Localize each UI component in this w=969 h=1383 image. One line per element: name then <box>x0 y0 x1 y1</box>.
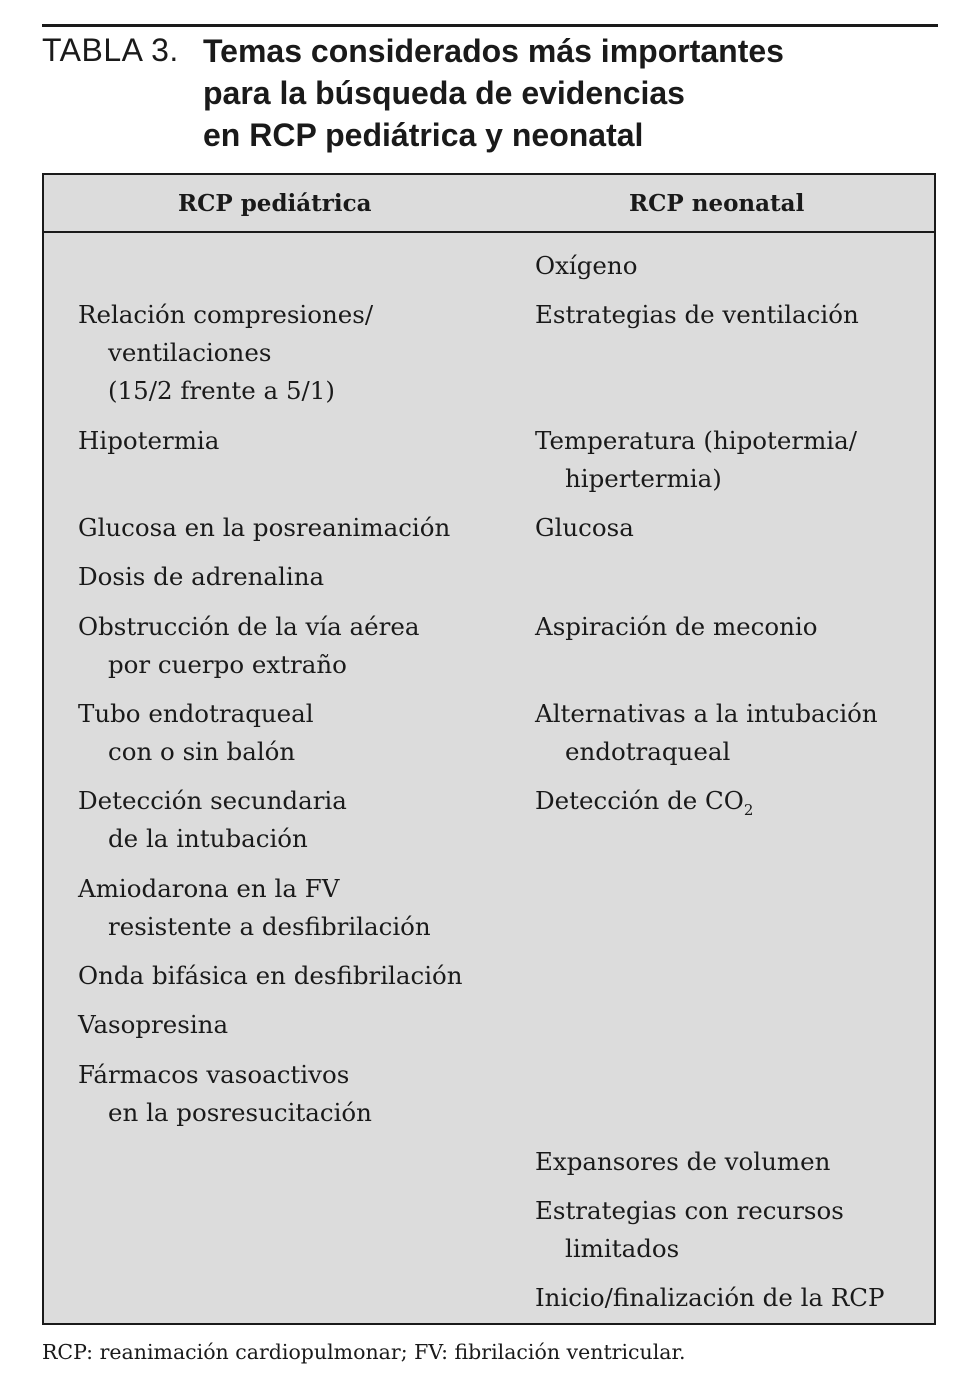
cell-line: ventilaciones <box>108 338 272 367</box>
cell-line: Glucosa <box>535 513 634 542</box>
cell-neonatal <box>535 509 634 547</box>
cell-pediatric <box>78 695 314 771</box>
cell-pediatric <box>78 608 419 684</box>
co2-text: Detección de CO <box>535 786 744 815</box>
top-rule <box>42 24 938 27</box>
cell-neonatal <box>535 247 637 285</box>
cell-line: Fármacos vasoactivos <box>78 1060 350 1089</box>
cell-pediatric <box>78 782 347 858</box>
cell-line: Onda bifásica en desfibrilación <box>78 961 463 990</box>
cell-line: Obstrucción de la vía aérea <box>78 612 420 641</box>
cell-line: Amiodarona en la FV <box>78 874 340 903</box>
cell-pediatric <box>78 870 431 946</box>
cell-line: por cuerpo extraño <box>108 650 347 679</box>
cell-neonatal <box>535 782 753 820</box>
cell-neonatal <box>535 1279 885 1317</box>
cell-line: Tubo endotraqueal <box>78 699 314 728</box>
cell-line: limitados <box>565 1234 680 1263</box>
cell-pediatric <box>78 957 463 995</box>
table-footnote: RCP: reanimación cardiopulmonar; FV: fibrilación ventricular. <box>42 1340 686 1364</box>
cell-pediatric <box>78 1056 372 1132</box>
cell-line: Temperatura (hipotermia/ <box>535 426 857 455</box>
cell-pediatric <box>78 296 373 410</box>
cell-line: Glucosa en la posreanimación <box>78 513 451 542</box>
cell-line: en la posresucitación <box>108 1098 372 1127</box>
cell-neonatal <box>535 296 859 334</box>
cell-line: endotraqueal <box>565 737 731 766</box>
cell-line: Oxígeno <box>535 251 638 280</box>
cell-line: Alternativas a la intubación <box>535 699 878 728</box>
topics-table <box>42 173 936 1325</box>
table-label: TABLA 3. <box>42 32 179 68</box>
table-title <box>203 30 784 156</box>
cell-pediatric <box>78 422 219 460</box>
cell-pediatric <box>78 509 450 547</box>
cell-line: Relación compresiones/ <box>78 300 374 329</box>
cell-pediatric <box>78 558 324 596</box>
cell-neonatal <box>535 695 878 771</box>
co2-subscript: 2 <box>743 801 754 819</box>
cell-neonatal <box>535 1192 844 1268</box>
cell-line: Vasopresina <box>78 1010 229 1039</box>
table-header <box>44 175 934 233</box>
cell-line: hipertermia) <box>565 464 722 493</box>
table-title-line: Temas considerados más importantes <box>203 33 784 69</box>
cell-line: Dosis de adrenalina <box>78 562 325 591</box>
cell-pediatric <box>78 1006 228 1044</box>
cell-line: Estrategias de ventilación <box>535 300 859 329</box>
cell-line: Detección secundaria <box>78 786 347 815</box>
cell-line: Hipotermia <box>78 426 220 455</box>
cell-neonatal <box>535 422 857 498</box>
header-neonatal: RCP neonatal <box>629 190 805 217</box>
cell-line: Inicio/finalización de la RCP <box>535 1283 885 1312</box>
cell-line: Estrategias con recursos <box>535 1196 844 1225</box>
cell-line: Aspiración de meconio <box>535 612 818 641</box>
cell-neonatal <box>535 608 818 646</box>
cell-line: Expansores de volumen <box>535 1147 831 1176</box>
cell-neonatal <box>535 1143 830 1181</box>
table-title-line: en RCP pediátrica y neonatal <box>203 117 644 153</box>
cell-line: con o sin balón <box>108 737 296 766</box>
cell-line <box>535 782 753 820</box>
header-pediatric: RCP pediátrica <box>178 190 372 217</box>
cell-line: (15/2 frente a 5/1) <box>108 376 335 405</box>
table-title-line: para la búsqueda de evidencias <box>203 75 685 111</box>
cell-line: resistente a desfibrilación <box>108 912 431 941</box>
cell-line: de la intubación <box>108 824 308 853</box>
